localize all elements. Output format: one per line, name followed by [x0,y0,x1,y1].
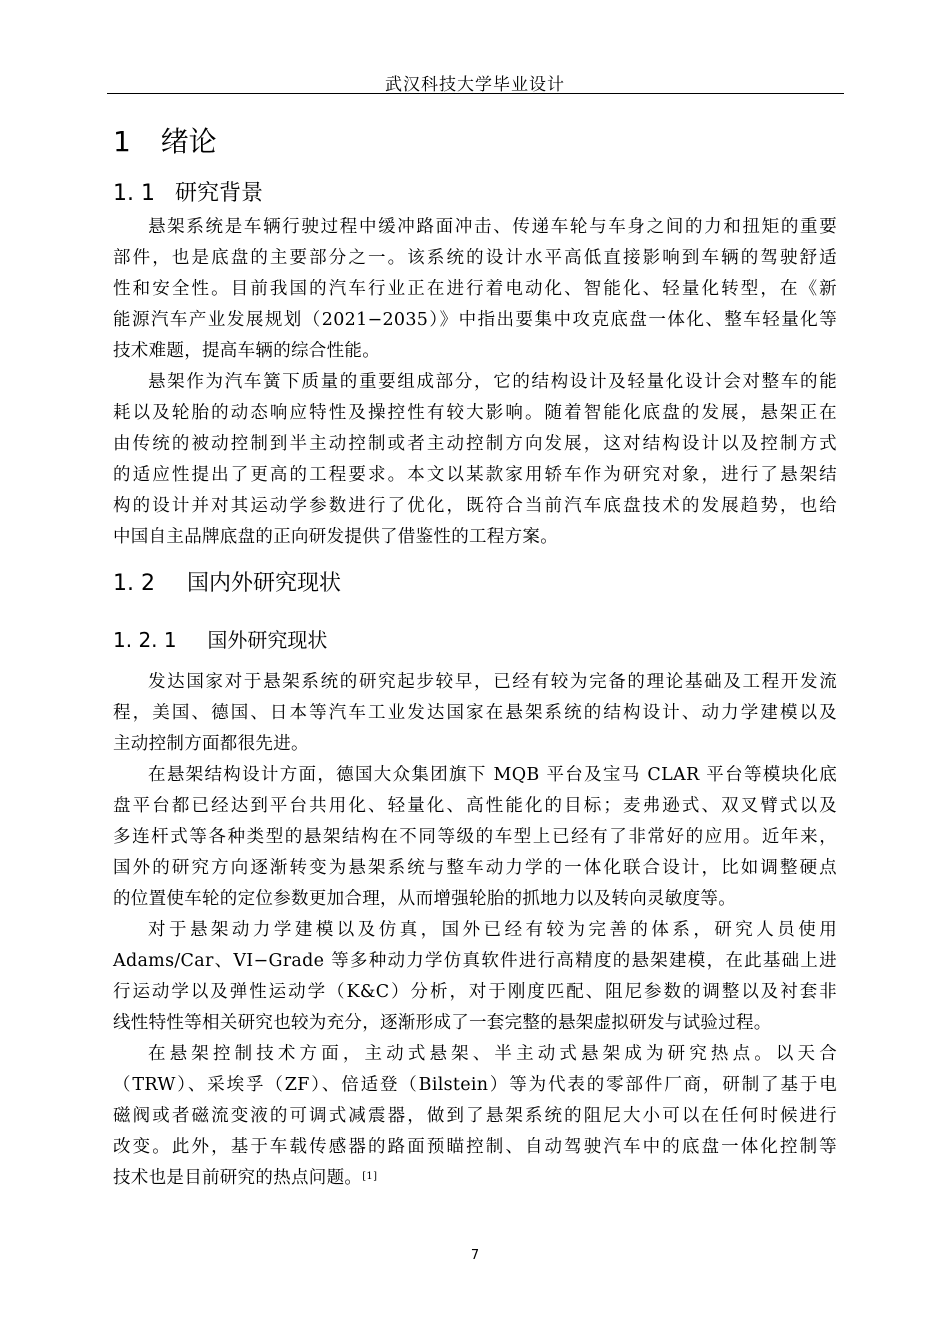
text-line: 的适应性提出了更高的工程要求。本文以某款家用轿车作为研究对象，进行了悬架结 [113,465,837,485]
text-line: 构的设计并对其运动学参数进行了优化，既符合当前汽车底盘技术的发展趋势，也给 [113,496,837,516]
text-line: Adams/Car、VI−Grade 等多种动力学仿真软件进行高精度的悬架建模，在此基础上进 [113,951,837,971]
section-title: 国内外研究现状 [186,571,341,596]
text-line: 技术难题，提高车辆的综合性能。 [113,341,380,361]
text-line: 磁阀或者磁流变液的可调式减震器，做到了悬架系统的阻尼大小可以在任何时候进行 [113,1106,837,1126]
text-line: 技术也是目前研究的热点问题。 [113,1168,363,1188]
paragraph [113,1039,837,1194]
header-rule [107,93,844,94]
text-line: 能源汽车产业发展规划（2021−2035）》中指出要集中攻克底盘一体化、整车轻量化等 [113,310,837,330]
text-line: 中国自主品牌底盘的正向研发提供了借鉴性的工程方案。 [113,527,558,547]
chapter-number: 1 [113,125,131,158]
text-line: 多连杆式等各种类型的悬架结构在不同等级的车型上已经有了非常好的应用。近年来， [113,827,837,847]
text-line: 在悬架结构设计方面，德国大众集团旗下 MQB 平台及宝马 CLAR 平台等模块化底 [148,765,837,785]
text-line: 的位置使车轮的定位参数更加合理，从而增强轮胎的抓地力以及转向灵敏度等。 [113,889,736,909]
text-line: 改变。此外，基于车载传感器的路面预瞄控制、自动驾驶汽车中的底盘一体化控制等 [113,1137,837,1157]
text-line: 悬架系统是车辆行驶过程中缓冲路面冲击、传递车轮与车身之间的力和扭矩的重要 [148,217,837,237]
text-line: 部件，也是底盘的主要部分之一。该系统的设计水平高低直接影响到车辆的驾驶舒适 [113,248,837,268]
text-line: 性和安全性。目前我国的汽车行业正在进行着电动化、智能化、轻量化转型，在《新 [113,279,837,299]
section-number: 1. 2 [113,571,155,596]
page-number: 7 [470,1248,480,1263]
text-line: 行运动学以及弹性运动学（K&C）分析，对于刚度匹配、阻尼参数的调整以及衬套非 [113,982,837,1002]
text-line: 发达国家对于悬架系统的研究起步较早，已经有较为完备的理论基础及工程开发流 [148,672,837,692]
subsection-number: 1. 2. 1 [113,628,177,652]
text-line: 由传统的被动控制到半主动控制或者主动控制方向发展，这对结构设计以及控制方式 [113,434,837,454]
section-title: 研究背景 [174,181,263,206]
text-line: （TRW）、采埃孚（ZF）、倍适登（Bilstein）等为代表的零部件厂商，研制了基于电 [113,1075,837,1095]
citation-marker[interactable]: [1] [362,1171,378,1182]
section-heading-1-1 [113,176,263,207]
text-line: 悬架作为汽车簧下质量的重要组成部分，它的结构设计及轻量化设计会对整车的能 [148,372,837,392]
text-line: 对于悬架动力学建模以及仿真，国外已经有较为完善的体系，研究人员使用 [148,920,837,940]
paragraph [113,212,837,367]
text-line: 耗以及轮胎的动态响应特性及操控性有较大影响。随着智能化底盘的发展，悬架正在 [113,403,837,423]
paragraph [113,667,837,760]
text-line: 盘平台都已经达到平台共用化、轻量化、高性能化的目标；麦弗逊式、双叉臂式以及 [113,796,837,816]
text-line: 线性特性等相关研究也较为充分，逐渐形成了一套完整的悬架虚拟研发与试验过程。 [113,1013,772,1033]
chapter-heading [113,120,217,160]
section-number: 1. 1 [113,181,155,206]
text-line-with-citation [113,1163,837,1194]
text-line: 程，美国、德国、日本等汽车工业发达国家在悬架系统的结构设计、动力学建模以及 [113,703,837,723]
text-line: 主动控制方面都很先进。 [113,734,309,754]
subsection-title: 国外研究现状 [207,628,328,652]
text-line: 在悬架控制技术方面，主动式悬架、半主动式悬架成为研究热点。以天合 [148,1044,837,1064]
text-line: 国外的研究方向逐渐转变为悬架系统与整车动力学的一体化联合设计，比如调整硬点 [113,858,837,878]
chapter-title: 绪论 [160,125,217,158]
paragraph [113,367,837,553]
paragraph [113,760,837,915]
section-heading-1-2 [113,566,341,597]
paragraph [113,915,837,1039]
subsection-heading-1-2-1 [113,624,327,653]
page-header: 武汉科技大学毕业设计 [385,75,565,95]
